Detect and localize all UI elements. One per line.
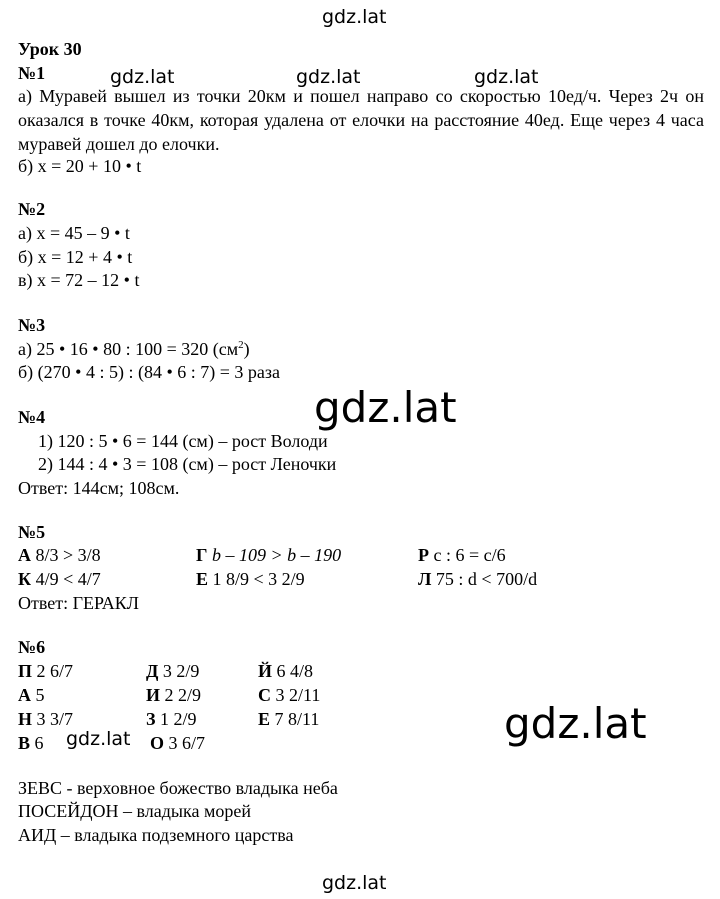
task-6-value: 6 4/8 [276,661,314,681]
task-5-expr: b – 109 > b – 190 [211,545,342,565]
watermark: gdz.lat [296,66,361,88]
task-3-part-a-end: ) [243,339,250,359]
task-4-header: №4 [18,407,46,427]
task-5-item [418,568,537,590]
task-6-value: 3 2/11 [275,685,321,705]
task-5-letter: А [18,545,31,565]
task-1-header: №1 [18,63,46,83]
task-5-letter: К [18,569,32,589]
task-5-item [18,568,101,590]
task-5-letter: Е [196,569,209,589]
task-6-letter: П [18,661,33,681]
task-3-part-a-superscript: 2 [238,339,244,351]
task-6-letter: Н [18,709,33,729]
task-6-value: 3 2/9 [162,661,200,681]
task-6-letter: В [18,733,31,753]
task-6-value: 3 3/7 [36,709,74,729]
task-6-item [258,660,313,682]
task-3-part-a-text: а) 25 • 16 • 80 : 100 = 320 (см [18,339,239,359]
task-6-letter: А [18,685,31,705]
task-6-item [18,732,44,754]
task-6-letter: С [258,685,271,705]
watermark: gdz.lat [474,66,539,88]
task-5-item [18,544,101,566]
task-6-value: 6 [34,733,44,753]
task-6-value: 3 6/7 [168,733,206,753]
task-5-item [196,544,341,566]
task-6-value: 2 6/7 [36,661,74,681]
watermark-large: gdz.lat [314,383,457,432]
task-6-item [258,708,319,730]
lesson-title: Урок 30 [18,39,82,59]
task-6-letter: И [146,685,161,705]
god-line: АИД – владыка подземного царства [18,825,294,845]
task-5-expr: 75 : d < 700/d [435,569,538,589]
task-5-expr: 4/9 < 4/7 [35,569,101,589]
watermark: gdz.lat [110,66,175,88]
task-6-value: 1 2/9 [160,709,197,729]
task-5-letter: Р [418,545,429,565]
task-6-item [18,684,45,706]
god-line: ПОСЕЙДОН – владыка морей [18,801,251,821]
task-4-step: 2) 144 : 4 • 3 = 108 (см) – рост Леночки [38,454,337,474]
task-5-item [196,568,305,590]
task-2-line: б) х = 12 + 4 • t [18,247,133,267]
task-6-item [18,708,73,730]
task-6-letter: Д [146,661,159,681]
watermark-top: gdz.lat [322,6,387,28]
task-5-expr: с : 6 = с/6 [433,545,506,565]
task-5-letter: Л [418,569,432,589]
task-6-item [146,660,199,682]
task-5-answer: Ответ: ГЕРАКЛ [18,593,139,613]
watermark-large: gdz.lat [504,699,647,748]
task-6-item [150,732,205,754]
task-6-value: 2 2/9 [164,685,202,705]
task-6-value: 5 [35,685,45,705]
task-3-header: №3 [18,315,46,335]
watermark-bottom: gdz.lat [322,872,387,894]
task-2-line: в) х = 72 – 12 • t [18,270,140,290]
task-5-item [418,544,506,566]
task-2-line: а) х = 45 – 9 • t [18,223,130,243]
task-6-item [258,684,320,706]
watermark: gdz.lat [66,728,131,750]
task-5-expr: 1 8/9 < 3 2/9 [212,569,305,589]
task-6-letter: З [146,709,156,729]
god-line: ЗЕВС - верховное божество владыка неба [18,778,338,798]
task-6-item [146,684,201,706]
task-3-part-b: б) (270 • 4 : 5) : (84 • 6 : 7) = 3 раза [18,362,280,382]
task-6-letter: Й [258,661,273,681]
task-6-item [146,708,197,730]
task-6-letter: О [150,733,165,753]
task-4-step: 1) 120 : 5 • 6 = 144 (см) – рост Володи [38,431,328,451]
task-1-part-a: а) Муравей вышел из точки 20км и пошел направо со скоростью 10ед/ч. Через 2ч он оказался в точке 40км, которая удалена от елочки на расстояние 40ед. Еще через 4 часа муравей дошел до елочки. [18,86,704,154]
task-2-header: №2 [18,199,46,219]
task-6-letter: Е [258,709,271,729]
task-6-item [18,660,73,682]
task-5-expr: 8/3 > 3/8 [35,545,101,565]
task-5-letter: Г [196,545,208,565]
task-4-answer: Ответ: 144см; 108см. [18,478,180,498]
task-3-part-a [18,338,250,360]
task-5-header: №5 [18,522,46,542]
task-1-part-b: б) х = 20 + 10 • t [18,156,142,176]
task-6-value: 7 8/11 [274,709,320,729]
task-6-header: №6 [18,637,46,657]
